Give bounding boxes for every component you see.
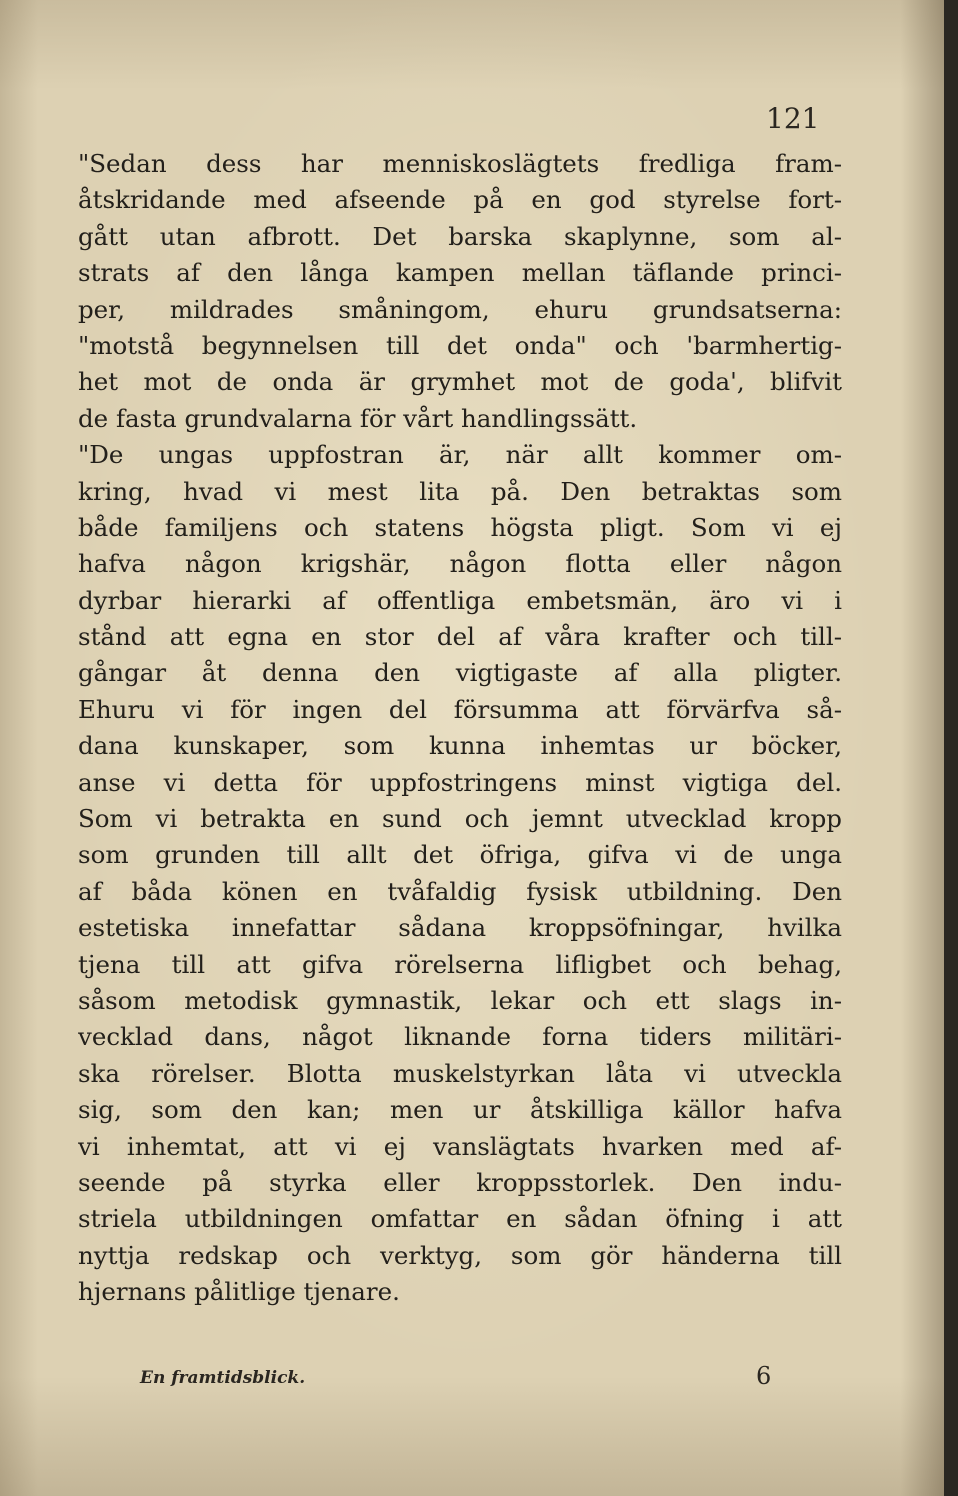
text-line: vecklad dans, något liknande forna tiders militäri- <box>78 1022 842 1052</box>
page-number: 121 <box>766 102 820 135</box>
text-line: seende på styrka eller kroppsstorlek. Den indu- <box>78 1167 842 1197</box>
text-line: dana kunskaper, som kunna inhemtas ur böcker, <box>78 731 842 761</box>
text-line: striela utbildningen omfattar en sådan öfning i att <box>78 1204 842 1234</box>
text-line: strats af den långa kampen mellan täflande princi- <box>78 258 842 288</box>
page-footer <box>140 1362 790 1402</box>
text-line: sig, som den kan; men ur åtskilliga källor hafva <box>78 1095 842 1125</box>
text-line: hafva någon krigshär, någon flotta eller någon <box>78 549 842 579</box>
text-line: "motstå begynnelsen till det onda" och 'barmhertig- <box>78 330 842 360</box>
sheet-number: 6 <box>756 1362 772 1390</box>
text-line: Ehuru vi för ingen del försumma att förvärfva så- <box>78 694 842 724</box>
text-line: såsom metodisk gymnastik, lekar och ett slags in- <box>78 985 842 1015</box>
text-line: vi inhemtat, att vi ej vanslägtats hvarken med af- <box>78 1131 842 1161</box>
text-line: kring, hvad vi mest lita på. Den betraktas som <box>78 476 842 506</box>
body-text <box>78 146 842 1311</box>
text-line: anse vi detta för uppfostringens minst vigtiga del. <box>78 767 842 797</box>
text-line: gångar åt denna den vigtigaste af alla pligter. <box>78 658 842 688</box>
signature-mark: En framtidsblick. <box>140 1368 306 1388</box>
text-line: dyrbar hierarki af offentliga embetsmän, äro vi i <box>78 585 842 615</box>
text-line: stånd att egna en stor del af våra krafter och till- <box>78 622 842 652</box>
text-line: som grunden till allt det öfriga, gifva vi de unga <box>78 840 842 870</box>
text-line: hjernans pålitlige tjenare. <box>78 1277 400 1307</box>
text-line: estetiska innefattar sådana kroppsöfningar, hvilka <box>78 913 842 943</box>
text-line: "De ungas uppfostran är, när allt kommer om- <box>78 440 842 470</box>
text-line: de fasta grundvalarna för vårt handlingssätt. <box>78 403 638 433</box>
text-line: tjena till att gifva rörelserna lifligbet och behag, <box>78 949 842 979</box>
text-line: het mot de onda är grymhet mot de goda', blifvit <box>78 367 842 397</box>
text-line: ska rörelser. Blotta muskelstyrkan låta vi utveckla <box>78 1058 842 1088</box>
book-edge <box>944 0 958 1496</box>
text-line: både familjens och statens högsta pligt. Som vi ej <box>78 512 842 542</box>
text-line: Som vi betrakta en sund och jemnt utvecklad kropp <box>78 804 842 834</box>
text-line: af båda könen en tvåfaldig fysisk utbildning. Den <box>78 876 842 906</box>
text-line: per, mildrades småningom, ehuru grundsatserna: <box>78 294 842 324</box>
text-line: åtskridande med afseende på en god styrelse fort- <box>78 185 842 215</box>
text-line: gått utan afbrott. Det barska skaplynne, som al- <box>78 221 842 251</box>
text-line: "Sedan dess har menniskoslägtets fredliga fram- <box>78 149 842 178</box>
text-line: nyttja redskap och verktyg, som gör händerna till <box>78 1240 842 1270</box>
